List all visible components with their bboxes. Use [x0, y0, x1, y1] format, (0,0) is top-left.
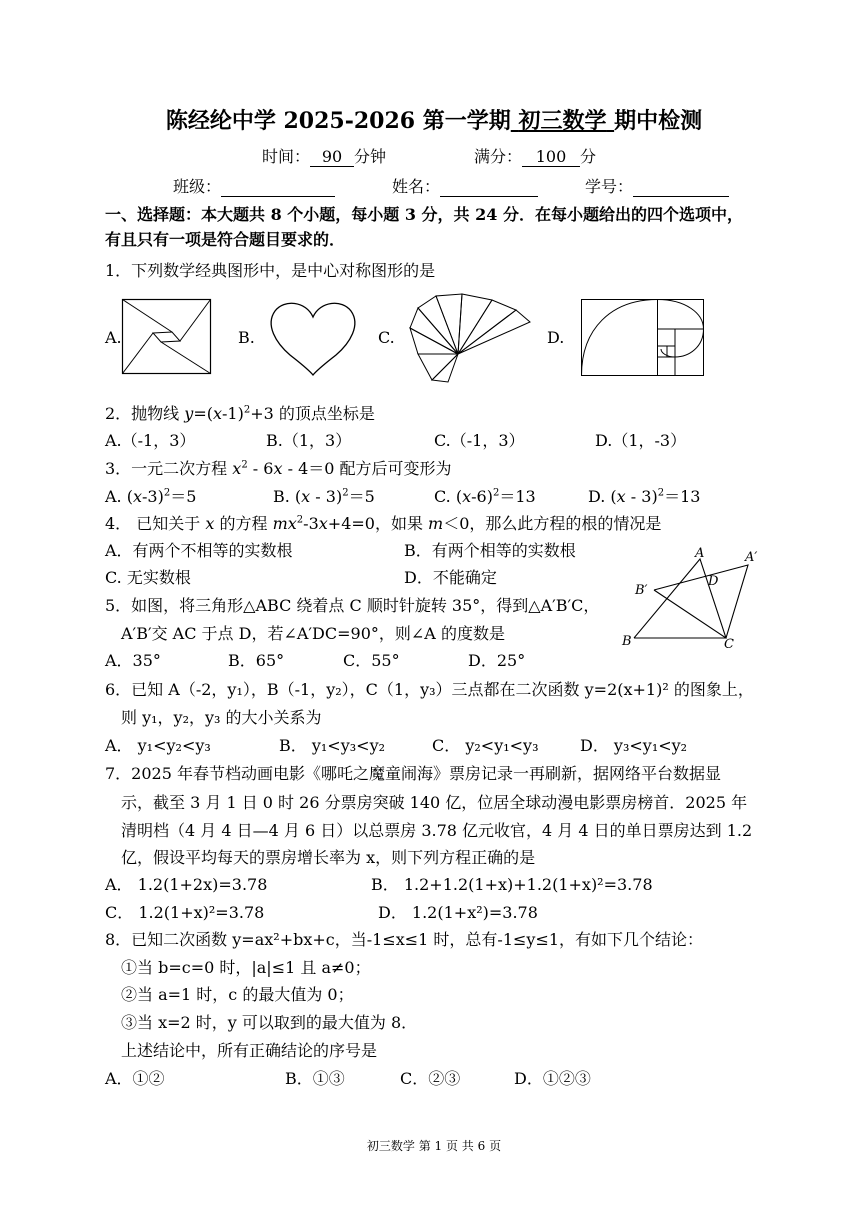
- time-value: 90: [310, 147, 354, 167]
- q5-label-a: A: [695, 546, 705, 561]
- q7-stem-line4: 亿，假设平均每天的票房增长率为 x，则下列方程正确的是: [121, 848, 536, 867]
- q1-figure-b: [268, 299, 358, 377]
- q6-option-b: B． y₁<y₃<y₂: [279, 736, 386, 755]
- q4-option-a: A．有两个不相等的实数根: [105, 541, 293, 560]
- q1-figure-a: [122, 299, 212, 375]
- score-value: 100: [522, 147, 580, 167]
- q5-stem-line1: 5．如图，将三角形△ABC 绕着点 C 顺时针旋转 35°，得到△A′B′C，: [105, 596, 600, 615]
- q6-option-d: D． y₃<y₁<y₂: [580, 736, 688, 755]
- time-label: 时间：: [262, 147, 311, 166]
- q4-stem: 4． 已知关于 x 的方程 $mx^2-3x+4=0$，如果 m＜0，那么此方程的根的情况是: [105, 514, 662, 533]
- q1-option-b: B.: [238, 328, 255, 347]
- q3-option-a: A. $(x-3)^2=5$: [105, 487, 197, 506]
- q8-option-a: A．①②: [105, 1069, 165, 1088]
- q8-conclusion-1: ①当 b=c=0 时，|a|≤1 且 a≠0；: [121, 958, 371, 977]
- q3-stem: 3．一元二次方程 $x^2 - 6x - 4=0$ 配方后可变形为: [105, 459, 452, 478]
- q4-option-c: C. 无实数根: [105, 568, 191, 587]
- q5-label-d: D: [708, 574, 719, 589]
- q5-option-c: C．55°: [343, 651, 400, 670]
- page-title: [0, 104, 868, 135]
- class-label: 班级：: [173, 177, 222, 196]
- q2-option-d: D.（1，-3）: [595, 431, 687, 450]
- q5-label-b-prime: B′: [635, 583, 648, 598]
- q7-stem-line2: 示，截至 3 月 1 日 0 时 26 分票房突破 140 亿，位居全球动漫电影票房榜首．2025 年: [121, 793, 748, 812]
- q2-option-c: C.（-1，3）: [434, 431, 525, 450]
- q8-stem-line1: 8．已知二次函数 y=ax²+bx+c，当-1≤x≤1 时，总有-1≤y≤1，有如下几个结论：: [105, 930, 704, 949]
- q7-option-c: C． 1.2(1+x)²=3.78: [105, 903, 265, 922]
- q5-label-b: B: [622, 634, 632, 649]
- q7-option-d: D． 1.2(1+x²)=3.78: [378, 903, 538, 922]
- q8-stem-line5: 上述结论中，所有正确结论的序号是: [121, 1041, 378, 1060]
- section-heading-line1: 一、选择题：本大题共 8 个小题，每小题 3 分，共 24 分．在每小题给出的四个选项中，: [105, 205, 743, 224]
- score-label: 满分：: [474, 147, 523, 166]
- q3-option-b: B. (x - 3)$^2$＝5: [273, 487, 375, 506]
- id-label: 学号：: [585, 177, 634, 196]
- q7-stem-line3: 清明档（4 月 4 日—4 月 6 日）以总票房 3.78 亿元收官，4 月 4 日的单日票房达到 1.2: [121, 821, 753, 840]
- q2-stem: 2．抛物线 $y=(x-1)^2+3$ 的顶点坐标是: [105, 404, 375, 423]
- title-exam: 期中检测: [614, 108, 703, 134]
- q7-option-a: A． 1.2(1+2x)=3.78: [105, 875, 268, 894]
- q5-option-a: A．35°: [105, 651, 161, 670]
- score-unit: 分: [580, 147, 597, 166]
- class-field: [173, 174, 335, 197]
- q1-option-c: C.: [378, 328, 395, 347]
- q8-option-d: D．①②③: [514, 1069, 591, 1088]
- q1-stem: 1．下列数学经典图形中，是中心对称图形的是: [105, 261, 436, 280]
- q3-option-c: C. $(x-6)^2=13$: [434, 487, 536, 506]
- q2-option-b: B.（1，3）: [266, 431, 352, 450]
- q1-option-d: D.: [547, 328, 565, 347]
- q1-figure-c: [410, 294, 535, 384]
- q3-option-d: D. (x - 3)$^2$＝13: [588, 487, 701, 506]
- title-school: 陈经纶中学 2025-2026 第一学期: [165, 108, 511, 134]
- q2-option-a: A.（-1，3）: [105, 431, 196, 450]
- time-unit: 分钟: [354, 147, 387, 166]
- q5-option-d: D．25°: [468, 651, 526, 670]
- q6-stem-line2: 则 y₁，y₂，y₃ 的大小关系为: [121, 708, 322, 727]
- q5-label-c: C: [724, 637, 734, 652]
- q8-conclusion-2: ②当 a=1 时，c 的最大值为 0；: [121, 985, 354, 1004]
- q4-option-b: B．有两个相等的实数根: [404, 541, 576, 560]
- q6-option-c: C． y₂<y₁<y₃: [432, 736, 539, 755]
- name-label: 姓名：: [392, 177, 441, 196]
- score-line: [474, 144, 596, 167]
- q1-figure-d: [581, 299, 705, 377]
- q5-stem-line2: A′B′交 AC 于点 D，若∠A′DC=90°，则∠A 的度数是: [121, 624, 505, 643]
- q7-stem-line1: 7．2025 年春节档动画电影《哪吒之魔童闹海》票房记录一再刷新，据网络平台数据显: [105, 764, 721, 783]
- q5-rotation-figure: [620, 545, 770, 650]
- title-subject: 初三数学: [518, 108, 607, 134]
- section-heading-line2: 有且只有一项是符合题目要求的．: [105, 230, 346, 249]
- q1-option-a: A.: [105, 328, 122, 347]
- id-field: [585, 174, 729, 197]
- q5-option-b: B．65°: [228, 651, 285, 670]
- q4-option-d: D．不能确定: [404, 568, 497, 587]
- page-footer: 初三数学 第 1 页 共 6 页: [366, 1139, 502, 1153]
- q6-option-a: A． y₁<y₂<y₃: [105, 736, 211, 755]
- q7-option-b: B． 1.2+1.2(1+x)+1.2(1+x)²=3.78: [371, 875, 653, 894]
- q8-conclusion-3: ③当 x=2 时，y 可以取到的最大值为 8．: [121, 1013, 418, 1032]
- name-field: [392, 174, 538, 197]
- q8-option-b: B．①③: [285, 1069, 345, 1088]
- q5-label-a-prime: A′: [745, 550, 758, 565]
- time-line: [262, 144, 386, 167]
- q8-option-c: C．②③: [400, 1069, 461, 1088]
- q6-stem-line1: 6．已知 A（-2，y₁），B（-1，y₂），C（1，y₃）三点都在二次函数 y=2(x+1)² 的图象上，: [105, 680, 754, 699]
